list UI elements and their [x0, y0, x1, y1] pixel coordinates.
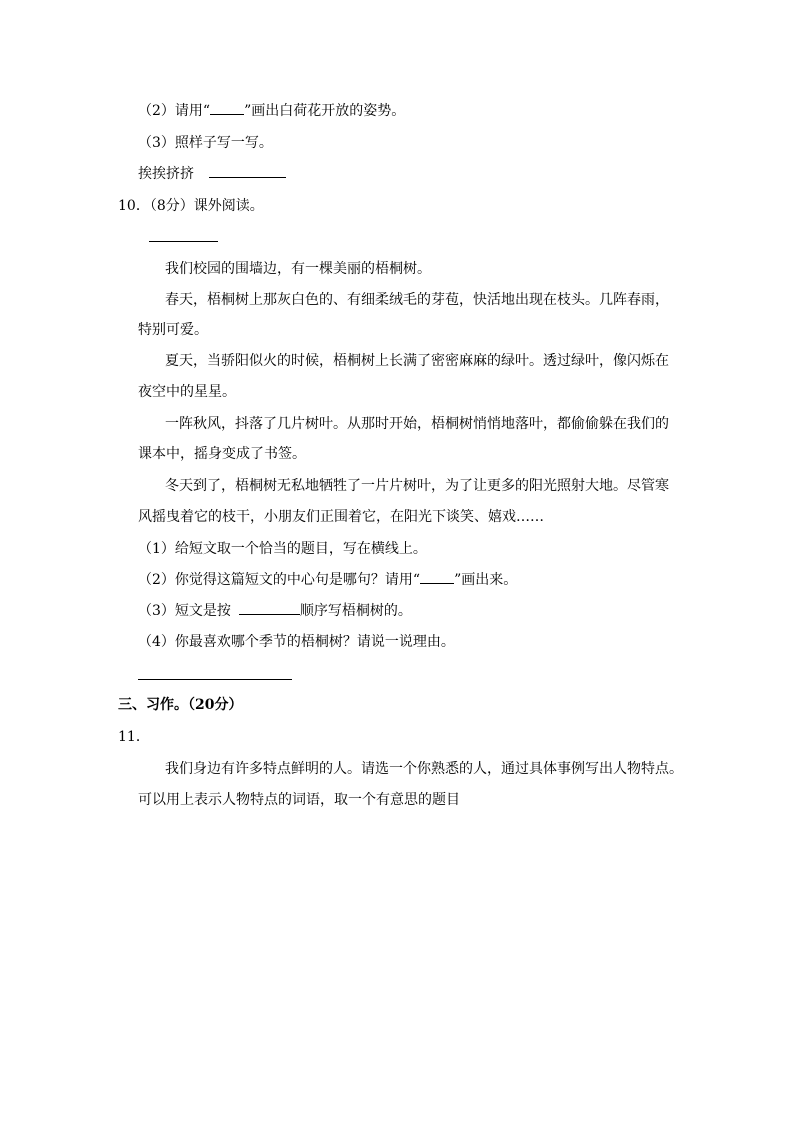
q11-number: 11． — [118, 729, 150, 745]
q10-sub1: （1）给短文取一个恰当的题目，写在横线上。 — [138, 541, 427, 557]
title-blank-line[interactable] — [149, 241, 218, 242]
q10-sub3: （3）短文是按 顺序写梧桐树的。 — [138, 603, 412, 619]
underline-blank[interactable] — [210, 101, 244, 115]
writing-prompt: 我们身边有许多特点鲜明的人。请选一个你熟悉的人，通过具体事例写出人物特点。 — [165, 761, 683, 777]
passage-line: 夜空中的星星。 — [138, 384, 236, 400]
passage-line: 特别可爱。 — [138, 322, 208, 338]
passage-line: 风摇曳着它的枝干，小朋友们正围着它，在阳光下谈笑、嬉戏…… — [138, 509, 544, 525]
q10-sub2: （2）你觉得这篇短文的中心句是哪句？请用“ ”画出来。 — [138, 572, 518, 588]
answer-blank[interactable] — [209, 164, 286, 178]
q9-example: 挨挨挤挤 — [138, 164, 286, 184]
section-heading: 三、习作。（20分） — [118, 697, 243, 713]
answer-blank[interactable] — [239, 601, 300, 615]
underline-blank[interactable] — [420, 570, 454, 584]
q10-sub4: （4）你最喜欢哪个季节的梧桐树？请说一说理由。 — [138, 634, 455, 650]
passage-line: 夏天，当骄阳似火的时候，梧桐树上长满了密密麻麻的绿叶。透过绿叶，像闪烁在 — [165, 353, 669, 369]
q9-sub2: （2）请用“ ”画出白荷花开放的姿势。 — [138, 103, 406, 119]
passage-line: 我们校园的围墙边，有一棵美丽的梧桐树。 — [165, 261, 431, 277]
q9-sub3: （3）照样子写一写。 — [138, 135, 273, 151]
passage-line: 课本中，摇身变成了书签。 — [138, 446, 306, 462]
passage-line: 冬天到了，梧桐树无私地牺牲了一片片树叶，为了让更多的阳光照射大地。尽管寒 — [165, 478, 669, 494]
q10-title: 10．（8分）课外阅读。 — [118, 198, 264, 214]
answer-line[interactable] — [138, 679, 292, 680]
writing-prompt: 可以用上表示人物特点的词语，取一个有意思的题目 — [138, 792, 460, 808]
passage-line: 一阵秋风，抖落了几片树叶。从那时开始，梧桐树悄悄地落叶，都偷偷躲在我们的 — [165, 416, 669, 432]
passage-line: 春天，梧桐树上那灰白色的、有细柔绒毛的芽苞，快活地出现在枝头。几阵春雨， — [165, 292, 669, 308]
